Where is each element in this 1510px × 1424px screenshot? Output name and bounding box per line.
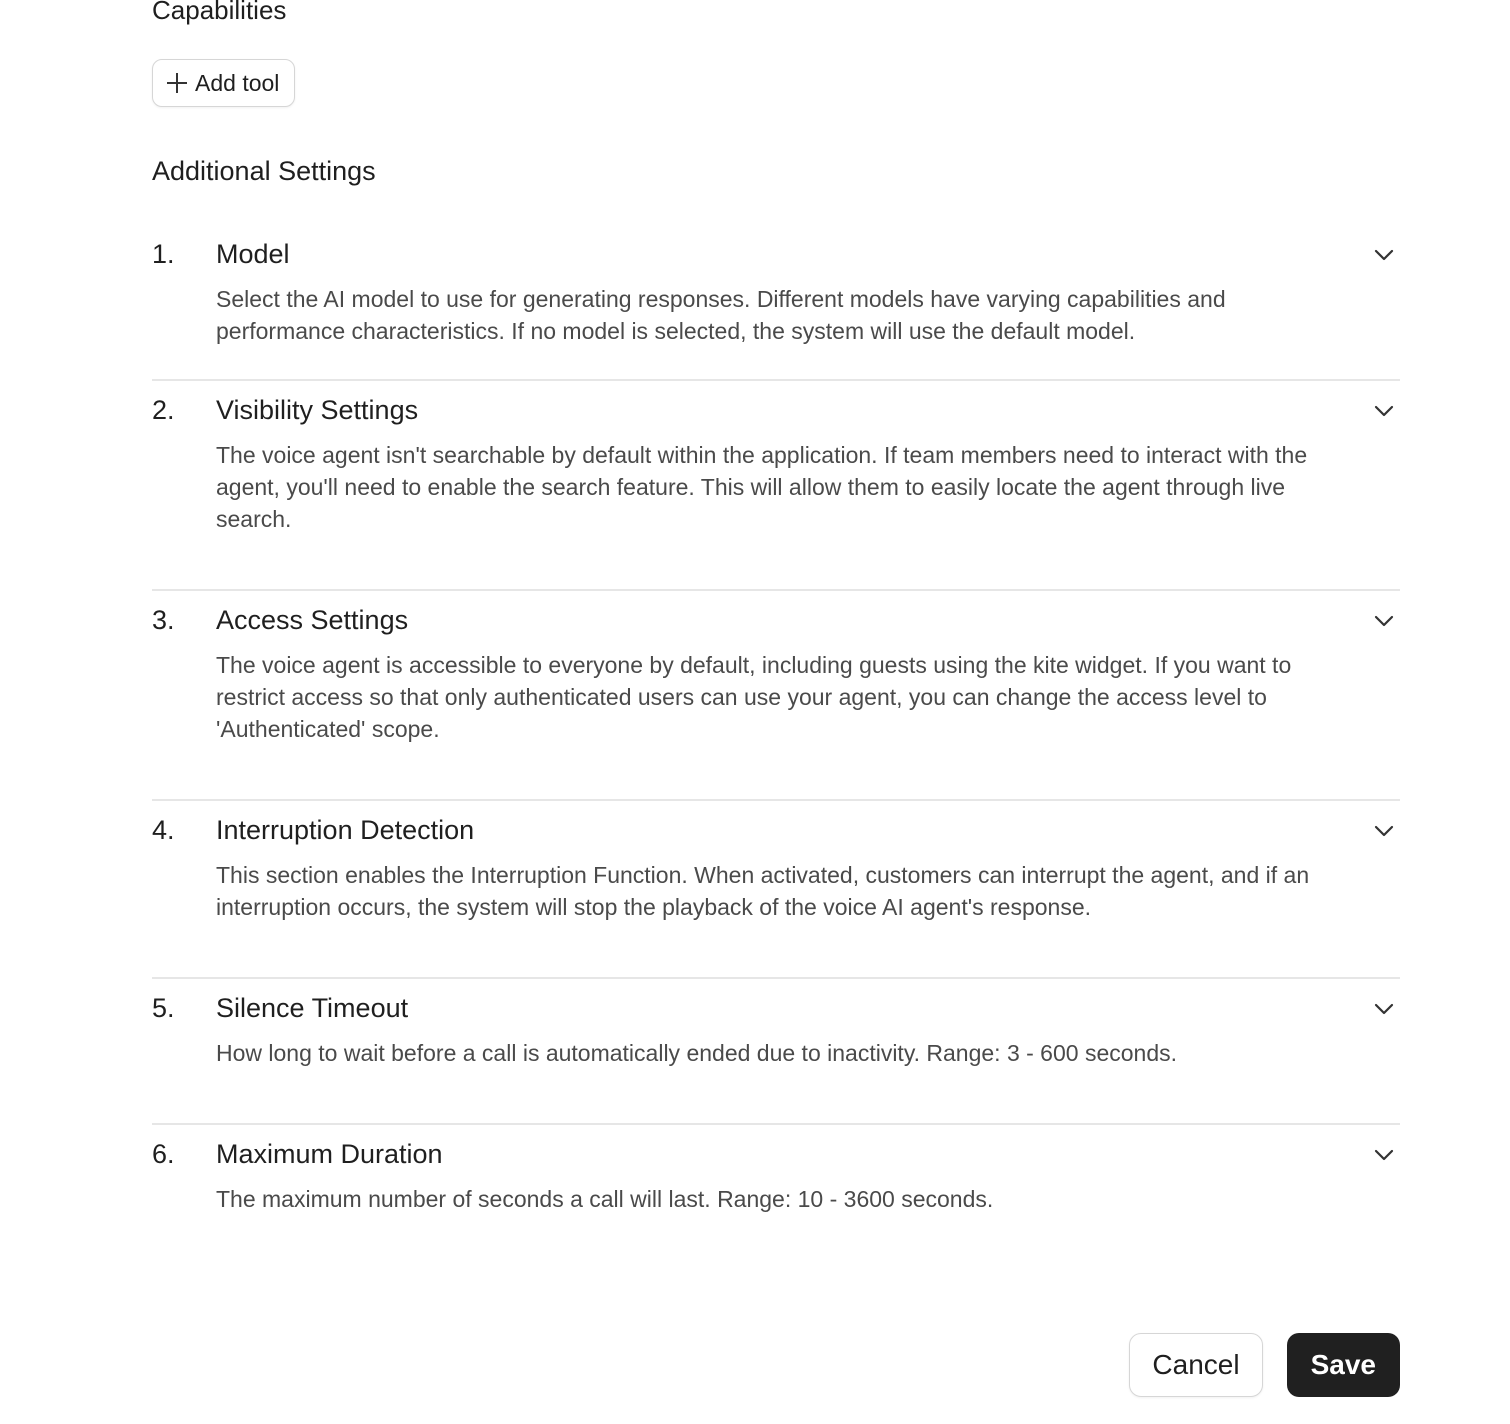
setting-title: Interruption Detection — [216, 815, 475, 845]
setting-description: The voice agent isn't searchable by default within the application. If team members need to interact with the agent, you'll need to enable the search feature. This will allow them to easily locate the agent through live search. — [216, 442, 1308, 532]
setting-title: Model — [216, 239, 290, 269]
setting-item-access[interactable] — [152, 591, 1400, 801]
chevron-down-icon[interactable] — [1372, 1143, 1396, 1167]
setting-description: This section enables the Interruption Function. When activated, customers can interrupt the agent, and if an interruption occurs, the system will stop the playback of the voice AI agent's response. — [216, 862, 1310, 920]
setting-description: The voice agent is accessible to everyone by default, including guests using the kite widget. If you want to restrict access so that only authenticated users can use your agent, you can change the access level to 'Authenticated' scope. — [216, 652, 1292, 742]
plus-icon — [167, 73, 187, 93]
setting-item-silence-timeout[interactable] — [152, 979, 1400, 1125]
setting-item-interruption[interactable] — [152, 801, 1400, 979]
setting-number: 5. — [152, 993, 175, 1023]
chevron-down-icon[interactable] — [1372, 997, 1396, 1021]
setting-title: Access Settings — [216, 605, 409, 635]
setting-item-model[interactable] — [152, 225, 1400, 381]
setting-number: 2. — [152, 395, 175, 425]
setting-item-maximum-duration[interactable] — [152, 1125, 1400, 1255]
add-tool-label: Add tool — [195, 69, 280, 96]
setting-title: Silence Timeout — [216, 993, 409, 1023]
setting-number: 1. — [152, 239, 175, 269]
form-actions — [1129, 1333, 1400, 1397]
chevron-down-icon[interactable] — [1372, 819, 1396, 843]
setting-title: Maximum Duration — [216, 1139, 443, 1169]
chevron-down-icon[interactable] — [1372, 243, 1396, 267]
chevron-down-icon[interactable] — [1372, 609, 1396, 633]
capabilities-heading: Capabilities — [152, 0, 287, 25]
additional-settings-list — [152, 225, 1400, 1255]
setting-number: 6. — [152, 1139, 175, 1169]
cancel-button[interactable]: Cancel — [1129, 1333, 1262, 1397]
add-tool-button[interactable] — [152, 59, 295, 107]
additional-settings-heading: Additional Settings — [152, 156, 376, 186]
setting-item-visibility[interactable] — [152, 381, 1400, 591]
setting-description: The maximum number of seconds a call will last. Range: 10 - 3600 seconds. — [216, 1186, 994, 1212]
chevron-down-icon[interactable] — [1372, 399, 1396, 423]
save-button[interactable]: Save — [1287, 1333, 1400, 1397]
setting-description: Select the AI model to use for generating responses. Different models have varying capabilities and performance characteristics. If no model is selected, the system will use the default model. — [216, 286, 1226, 344]
setting-description: How long to wait before a call is automatically ended due to inactivity. Range: 3 - 600 seconds. — [216, 1040, 1178, 1066]
setting-number: 3. — [152, 605, 175, 635]
setting-title: Visibility Settings — [216, 395, 419, 425]
setting-number: 4. — [152, 815, 175, 845]
